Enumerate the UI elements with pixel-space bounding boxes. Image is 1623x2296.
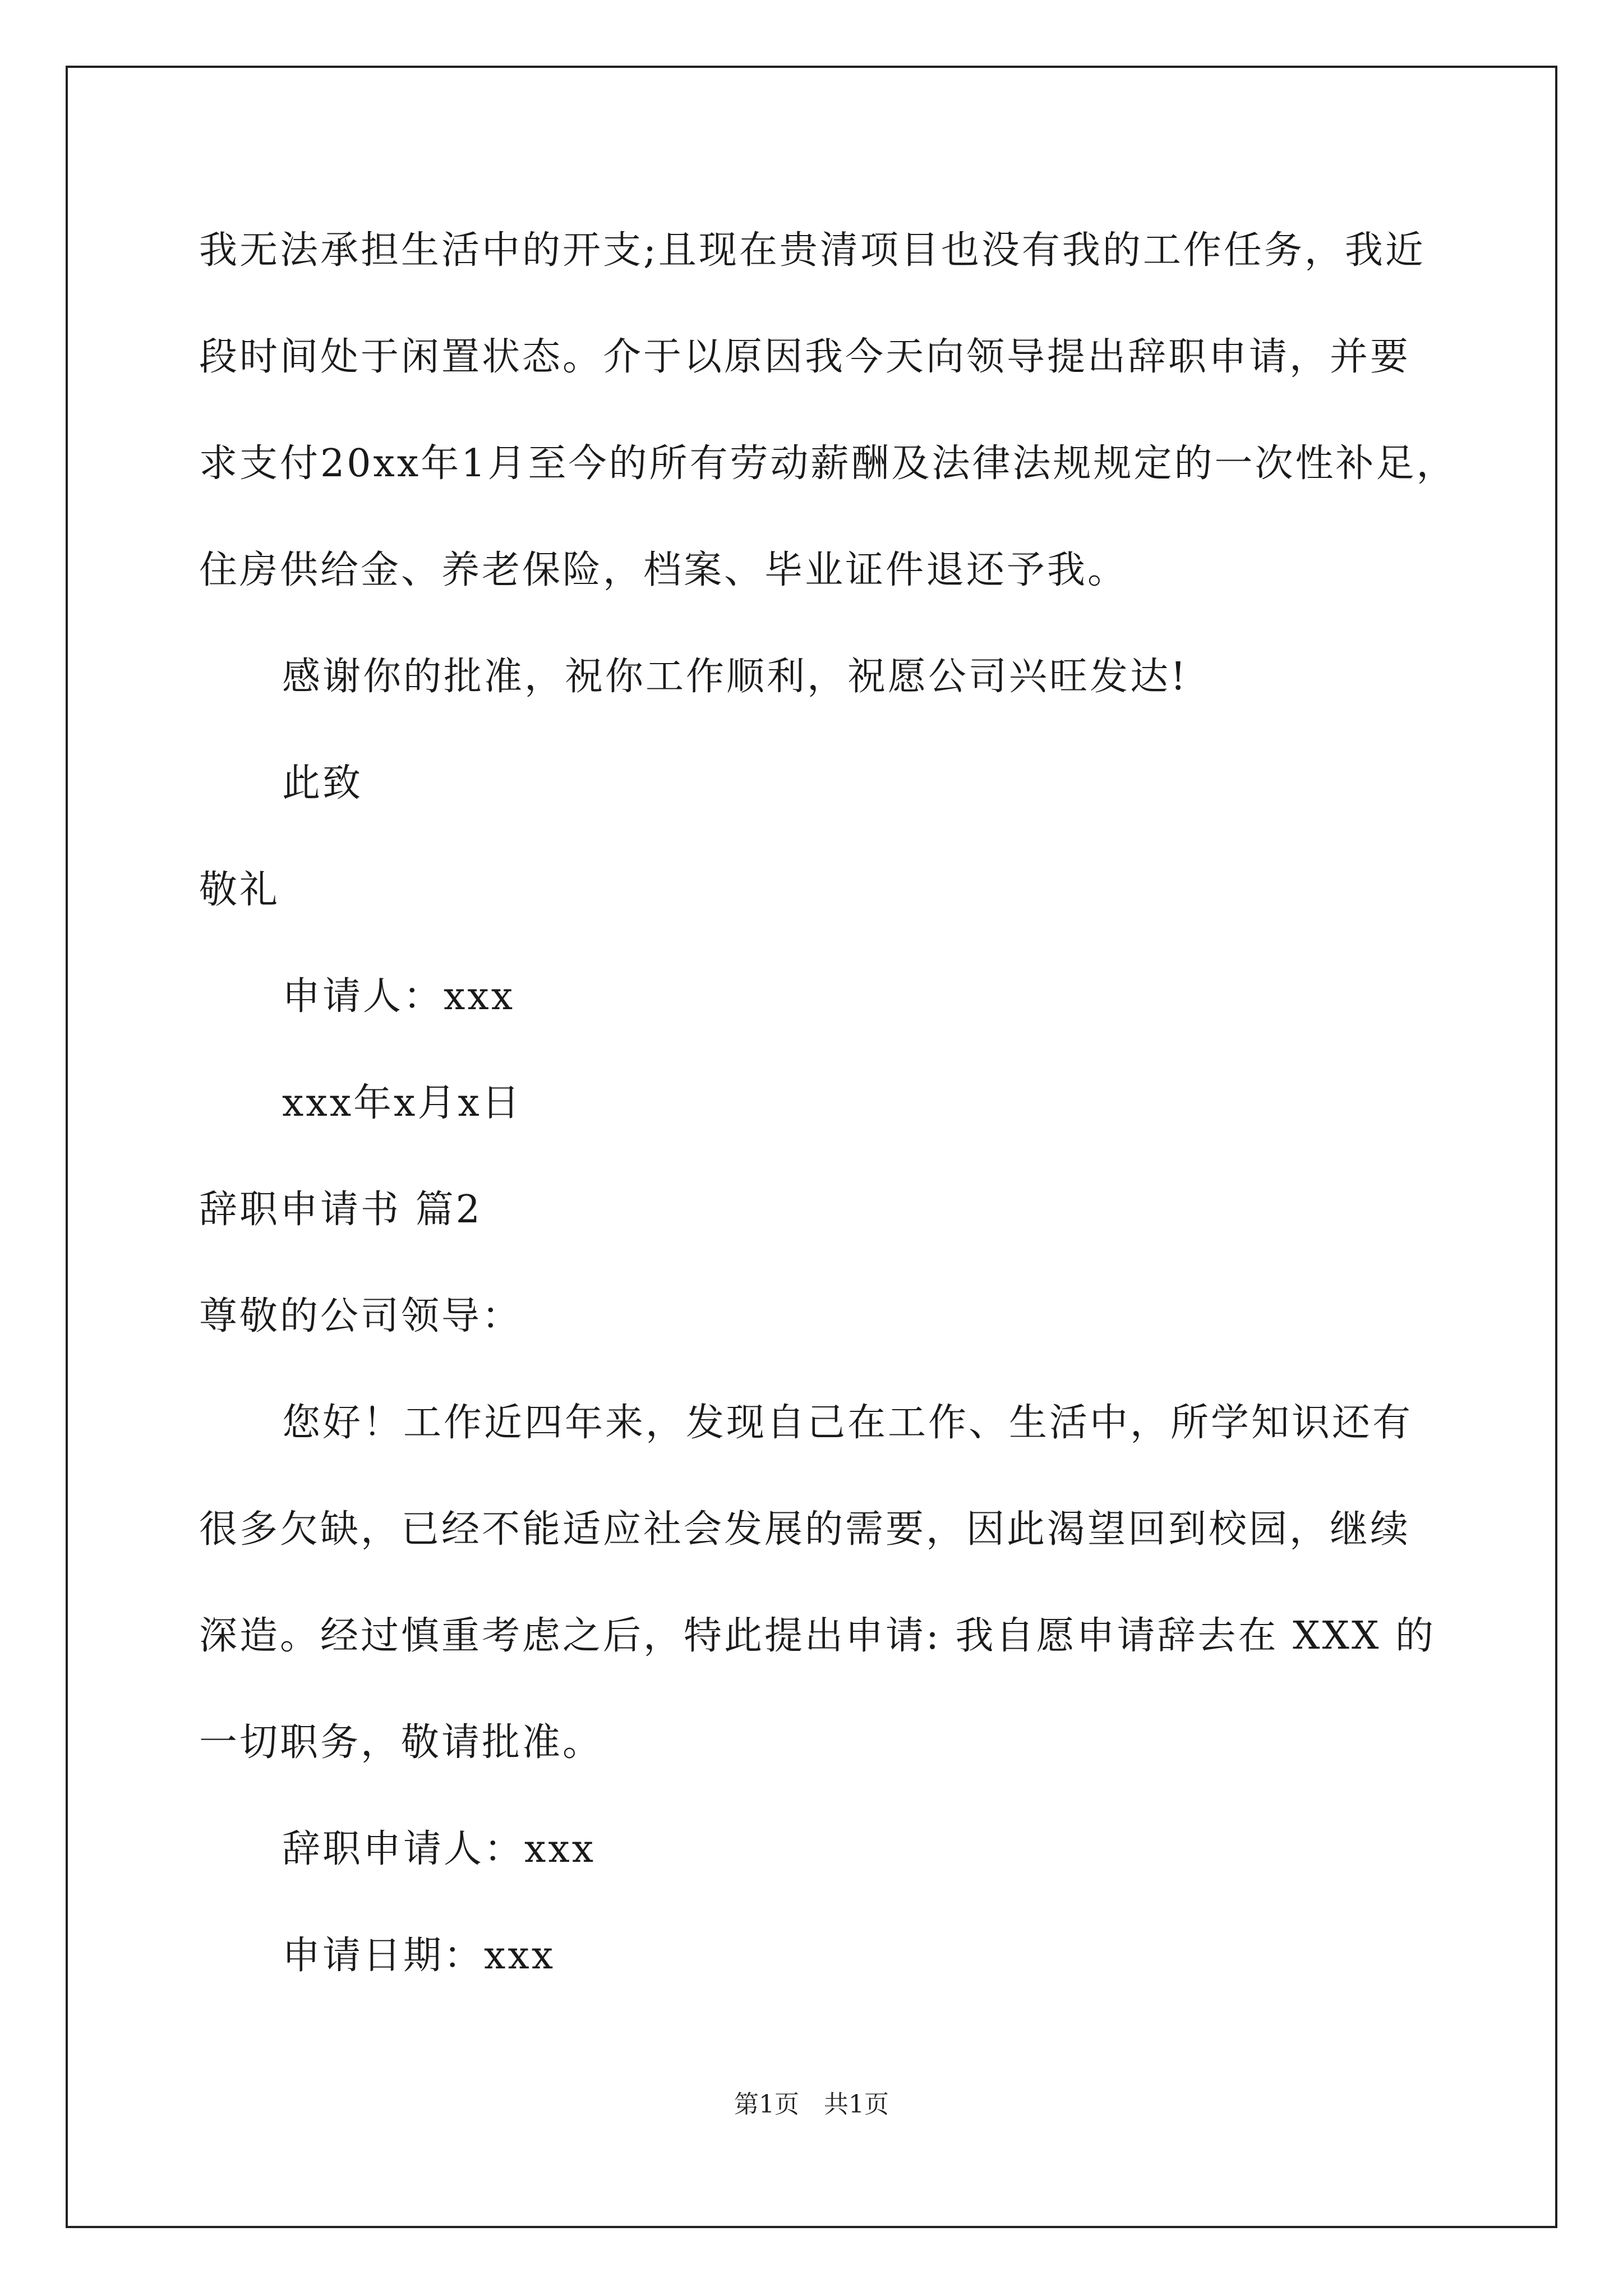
body-line: 求支付20xx年1月至今的所有劳动薪酬及法律法规规定的一次性补足， [199, 441, 1457, 486]
applicant-line: 申请人：xxx [282, 974, 515, 1019]
body-line: 段时间处于闲置状态。介于以原因我今天向领导提出辞职申请，并要 [199, 335, 1411, 379]
application-date-line: 申请日期：xxx [282, 1934, 556, 1978]
greeting-line: 尊敬的公司领导： [199, 1294, 523, 1338]
closing-salutation: 此致 [282, 761, 363, 806]
body-line: 您好！工作近四年来，发现自己在工作、生活中，所学知识还有 [282, 1401, 1413, 1445]
closing-regards: 敬礼 [199, 868, 280, 912]
body-line: 很多欠缺，已经不能适应社会发展的需要，因此渴望回到校园，继续 [199, 1507, 1411, 1552]
body-line: 一切职务，敬请批准。 [199, 1720, 603, 1765]
body-line: 住房供给金、养老保险，档案、毕业证件退还予我。 [199, 548, 1128, 592]
body-line: 我无法承担生活中的开支;且现在贵清项目也没有我的工作任务，我近 [199, 228, 1426, 273]
date-line: xxx年x月x日 [282, 1081, 522, 1125]
thanks-line: 感谢你的批准，祝你工作顺利，祝愿公司兴旺发达! [282, 655, 1188, 699]
body-line: 深造。经过慎重考虑之后，特此提出申请: 我自愿申请辞去在 XXX 的 [199, 1614, 1436, 1658]
resigning-applicant-line: 辞职申请人：xxx [282, 1827, 596, 1871]
section-heading: 辞职申请书 篇2 [199, 1188, 482, 1232]
page-number-footer: 第1页 共1页 [734, 2090, 889, 2119]
page-border [66, 66, 1557, 2228]
